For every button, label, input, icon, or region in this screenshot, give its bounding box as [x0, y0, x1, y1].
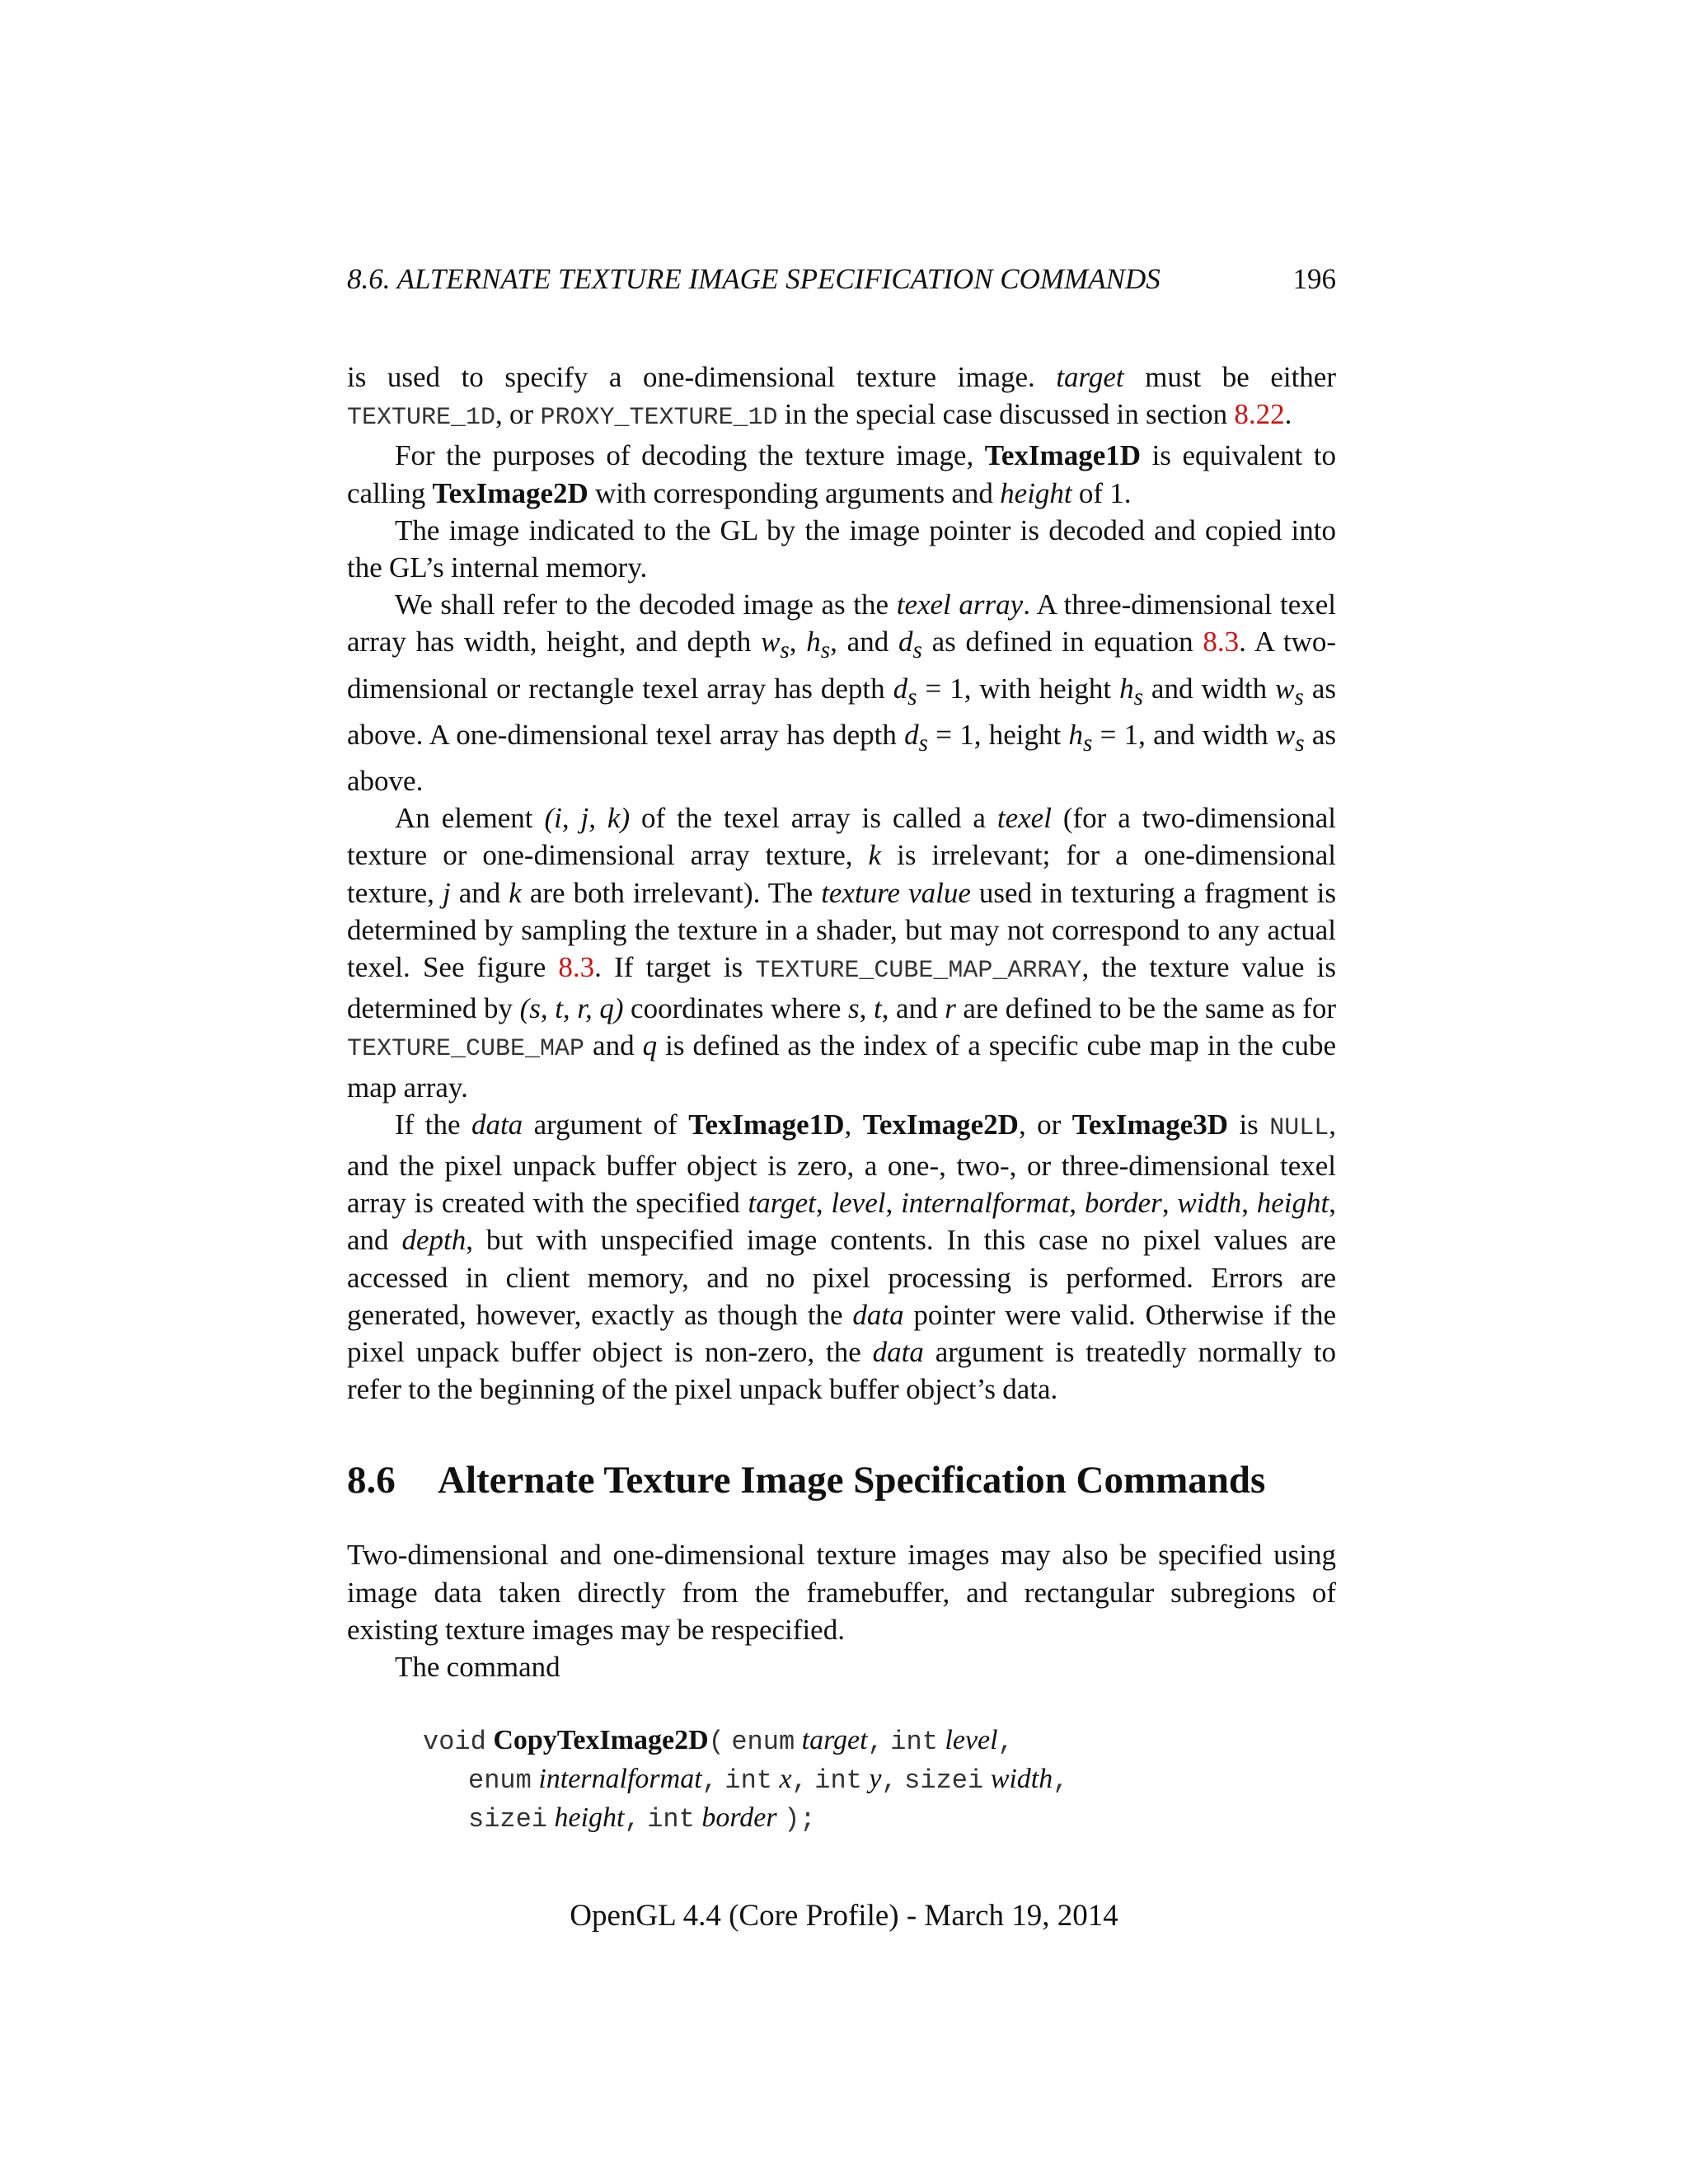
paragraph-3: The image indicated to the GL by the image pointer is decoded and copied into the GL’s internal memory.: [347, 513, 1336, 584]
prototype-line-1: void CopyTexImage2D( enum target, int level,: [423, 1725, 1014, 1758]
section-heading: [347, 1454, 1336, 1507]
figure-link[interactable]: 8.3: [558, 951, 595, 984]
section-title: Alternate Texture Image Specification Commands: [438, 1459, 1266, 1502]
page-body: [347, 359, 1336, 1838]
section-link[interactable]: 8.22: [1234, 398, 1285, 431]
page-footer: OpenGL 4.4 (Core Profile) - March 19, 2014: [570, 1899, 1118, 1933]
paragraph-7: Two-dimensional and one-dimensional texture images may also be specified using image data taken directly from the framebuffer, and rectangular subregions of existing texture images may be respecified.: [347, 1539, 1336, 1646]
paragraph-2: For the purposes of decoding the texture image, TexImage1D is equivalent to calling TexImage2D with corresponding arguments and height of 1.: [347, 439, 1336, 509]
paragraph-6: If the data argument of TexImage1D, TexImage2D, or TexImage3D is NULL, and the pixel unpack buffer object is zero, a one-, two-, or three-dimensional texel array is created with the specified target, level, internalformat, border, width, height, and depth, but with unspecified image contents. In this case no pixel values are accessed in client memory, and no pixel processing is performed. Errors are generated, however, exactly as though the data pointer were valid. Otherwise if the pixel unpack buffer object is non-zero, the data argument is treatedly normally to refer to the beginning of the pixel unpack buffer object’s data.: [347, 1108, 1337, 1406]
running-title: 8.6. ALTERNATE TEXTURE IMAGE SPECIFICATION COMMANDS: [347, 263, 1160, 295]
paragraph-8: The command: [395, 1651, 560, 1684]
running-header: [347, 259, 1336, 300]
function-prototype: [423, 1722, 1336, 1838]
paragraph-1: is used to specify a one-dimensional texture image. target must be either TEXTURE_1D, or PROXY_TEXTURE_1D in the special case discussed in section 8.22.: [347, 361, 1336, 433]
section-number: 8.6: [347, 1459, 396, 1502]
prototype-line-3: sizei height, int border );: [468, 1802, 816, 1835]
paragraph-4: We shall refer to the decoded image as the texel array. A three-dimensional texel array has width, height, and depth $w_s$, $h_s$, and $d_s$ as defined in equation 8.3. A two-dimensional or rectangle texel array has depth $d_s = 1$, with height $h_s$ and width $w_s$ as above. A one-dimensional texel array has depth $d_s = 1$, height $h_s = 1$, and width $w_s$ as above.: [347, 588, 1337, 798]
paragraph-5: An element (i, j, k) of the texel array is called a texel (for a two-dimensional texture or one-dimensional array texture, k is irrelevant; for a one-dimensional texture, j and k are both irrelevant). The texture value used in texturing a fragment is determined by sampling the texture in a shader, but may not correspond to any actual texel. See figure 8.3. If target is TEXTURE_CUBE_MAP_ARRAY, the texture value is determined by (s, t, r, q) coordinates where s, t, and r are defined to be the same as for TEXTURE_CUBE_MAP and q is defined as the index of a specific cube map in the cube map array.: [347, 802, 1336, 1104]
page-number: 196: [1292, 263, 1336, 295]
equation-link[interactable]: 8.3: [1203, 626, 1240, 658]
prototype-line-2: enum internalformat, int x, int y, sizei width,: [468, 1764, 1069, 1797]
